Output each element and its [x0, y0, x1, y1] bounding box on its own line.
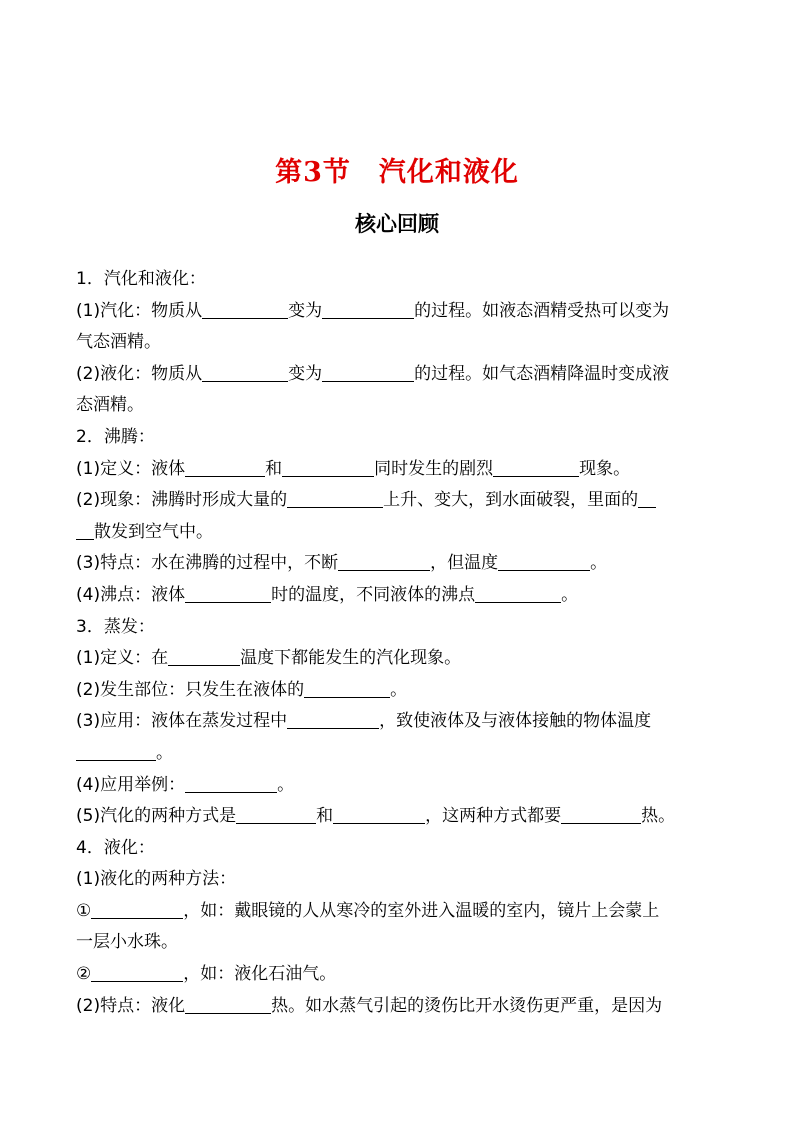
text-segment: 热。如水蒸气引起的烫伤比开水烫伤更严重，是因为	[271, 995, 663, 1016]
text-segment: (1)定义：在	[76, 648, 169, 669]
fill-in-blank[interactable]	[185, 772, 277, 793]
text-line	[76, 296, 726, 328]
title-text: 节 汽化和液化	[322, 157, 519, 188]
text-line	[76, 359, 726, 391]
fill-in-blank[interactable]	[333, 803, 425, 824]
text-segment: (4)应用举例：	[76, 774, 186, 795]
fill-in-blank[interactable]	[561, 803, 641, 824]
text-segment: (3)特点：水在沸腾的过程中，不断	[76, 553, 339, 574]
fill-in-blank[interactable]	[287, 487, 383, 508]
fill-in-blank[interactable]	[338, 550, 430, 571]
fill-in-blank[interactable]	[322, 298, 414, 319]
text-segment: 和	[265, 458, 283, 479]
fill-in-blank[interactable]	[202, 361, 288, 382]
fill-in-blank[interactable]	[168, 645, 240, 666]
text-segment: (4)沸点：液体	[76, 584, 186, 605]
text-line	[76, 738, 726, 770]
fill-in-blank[interactable]	[185, 993, 271, 1014]
fill-in-blank[interactable]	[236, 803, 316, 824]
text-line	[76, 675, 726, 707]
text-segment: 的过程。如液态酒精受热可以变为	[414, 300, 670, 321]
fill-in-blank[interactable]	[498, 550, 590, 571]
fill-in-blank[interactable]	[185, 456, 265, 477]
circled-number: ①	[76, 900, 92, 921]
fill-in-blank[interactable]	[638, 487, 656, 508]
title-number: 3	[303, 157, 323, 188]
text-segment: 温度下都能发生的汽化现象。	[240, 648, 462, 669]
text-line	[76, 706, 726, 738]
text-segment: 变为	[288, 300, 323, 321]
text-segment: 同时发生的剧烈	[374, 458, 494, 479]
fill-in-blank[interactable]	[287, 708, 379, 729]
text-line	[76, 896, 726, 928]
text-segment: 。	[590, 553, 608, 574]
fill-in-blank[interactable]	[322, 361, 414, 382]
circled-number: ②	[76, 964, 92, 985]
text-segment: ，如：液化石油气。	[183, 964, 337, 985]
text-segment: ，如：戴眼镜的人从寒冷的室外进入温暖的室内，镜片上会蒙上	[183, 900, 660, 921]
fill-in-blank[interactable]	[202, 298, 288, 319]
fill-in-blank[interactable]	[185, 582, 271, 603]
text-segment: (5)汽化的两种方式是	[76, 806, 237, 827]
text-line	[76, 485, 726, 517]
text-line	[76, 454, 726, 486]
fill-in-blank[interactable]	[91, 961, 183, 982]
fill-in-blank[interactable]	[493, 456, 579, 477]
text-line	[76, 517, 726, 549]
text-segment: (1)定义：液体	[76, 458, 186, 479]
text-line	[76, 548, 726, 580]
section-heading: 4．液化：	[76, 837, 155, 858]
text-line: 气态酒精。	[76, 332, 161, 353]
section-heading: 1．汽化和液化：	[76, 269, 206, 289]
fill-in-blank[interactable]	[76, 740, 156, 761]
text-segment: (2)现象：沸腾时形成大量的	[76, 490, 288, 511]
text-segment: ，致使液体及与液体接触的物体温度	[379, 711, 652, 732]
text-segment: ，这两种方式都要	[425, 806, 562, 827]
text-segment: 时的温度，不同液体的沸点	[271, 584, 476, 605]
text-segment: 。	[156, 742, 173, 763]
text-line: (1)液化的两种方法：	[76, 869, 237, 890]
fill-in-blank[interactable]	[282, 456, 374, 477]
text-segment: 和	[316, 806, 334, 827]
text-segment: (2)发生部位：只发生在液体的	[76, 679, 305, 700]
text-segment: 变为	[288, 363, 323, 384]
title-prefix: 第	[275, 157, 304, 188]
fill-in-blank[interactable]	[475, 582, 561, 603]
subtitle: 核心回顾	[355, 212, 439, 236]
section-heading: 3．蒸发：	[76, 616, 155, 637]
text-segment: 热。	[641, 806, 676, 827]
section-title	[0, 150, 794, 189]
text-line: 一层小水珠。	[76, 932, 178, 953]
text-segment: 现象。	[579, 458, 631, 479]
text-line	[76, 801, 726, 833]
fill-in-blank[interactable]	[91, 898, 183, 919]
text-segment: 。	[561, 584, 579, 605]
text-segment: 。	[277, 774, 295, 795]
text-line: 态酒精。	[76, 395, 144, 416]
fill-in-blank[interactable]	[304, 677, 390, 698]
text-segment: 上升、变大，到水面破裂，里面的	[383, 490, 639, 511]
text-line	[76, 580, 726, 612]
text-segment: ，但温度	[430, 553, 499, 574]
section-heading: 2．沸腾：	[76, 426, 155, 447]
text-segment: (2)特点：液化	[76, 995, 186, 1016]
text-segment: (1)汽化：物质从	[76, 300, 203, 321]
text-segment: (2)液化：物质从	[76, 363, 203, 384]
text-segment: 。	[390, 679, 408, 700]
text-line	[76, 959, 726, 991]
document-body	[76, 264, 726, 1022]
text-line	[76, 643, 726, 675]
fill-in-blank[interactable]	[76, 519, 94, 540]
text-segment: 散发到空气中。	[94, 521, 213, 542]
text-segment: (3)应用：液体在蒸发过程中	[76, 711, 288, 732]
text-line	[76, 770, 726, 802]
text-line	[76, 991, 726, 1023]
text-segment: 的过程。如气态酒精降温时变成液	[414, 363, 670, 384]
